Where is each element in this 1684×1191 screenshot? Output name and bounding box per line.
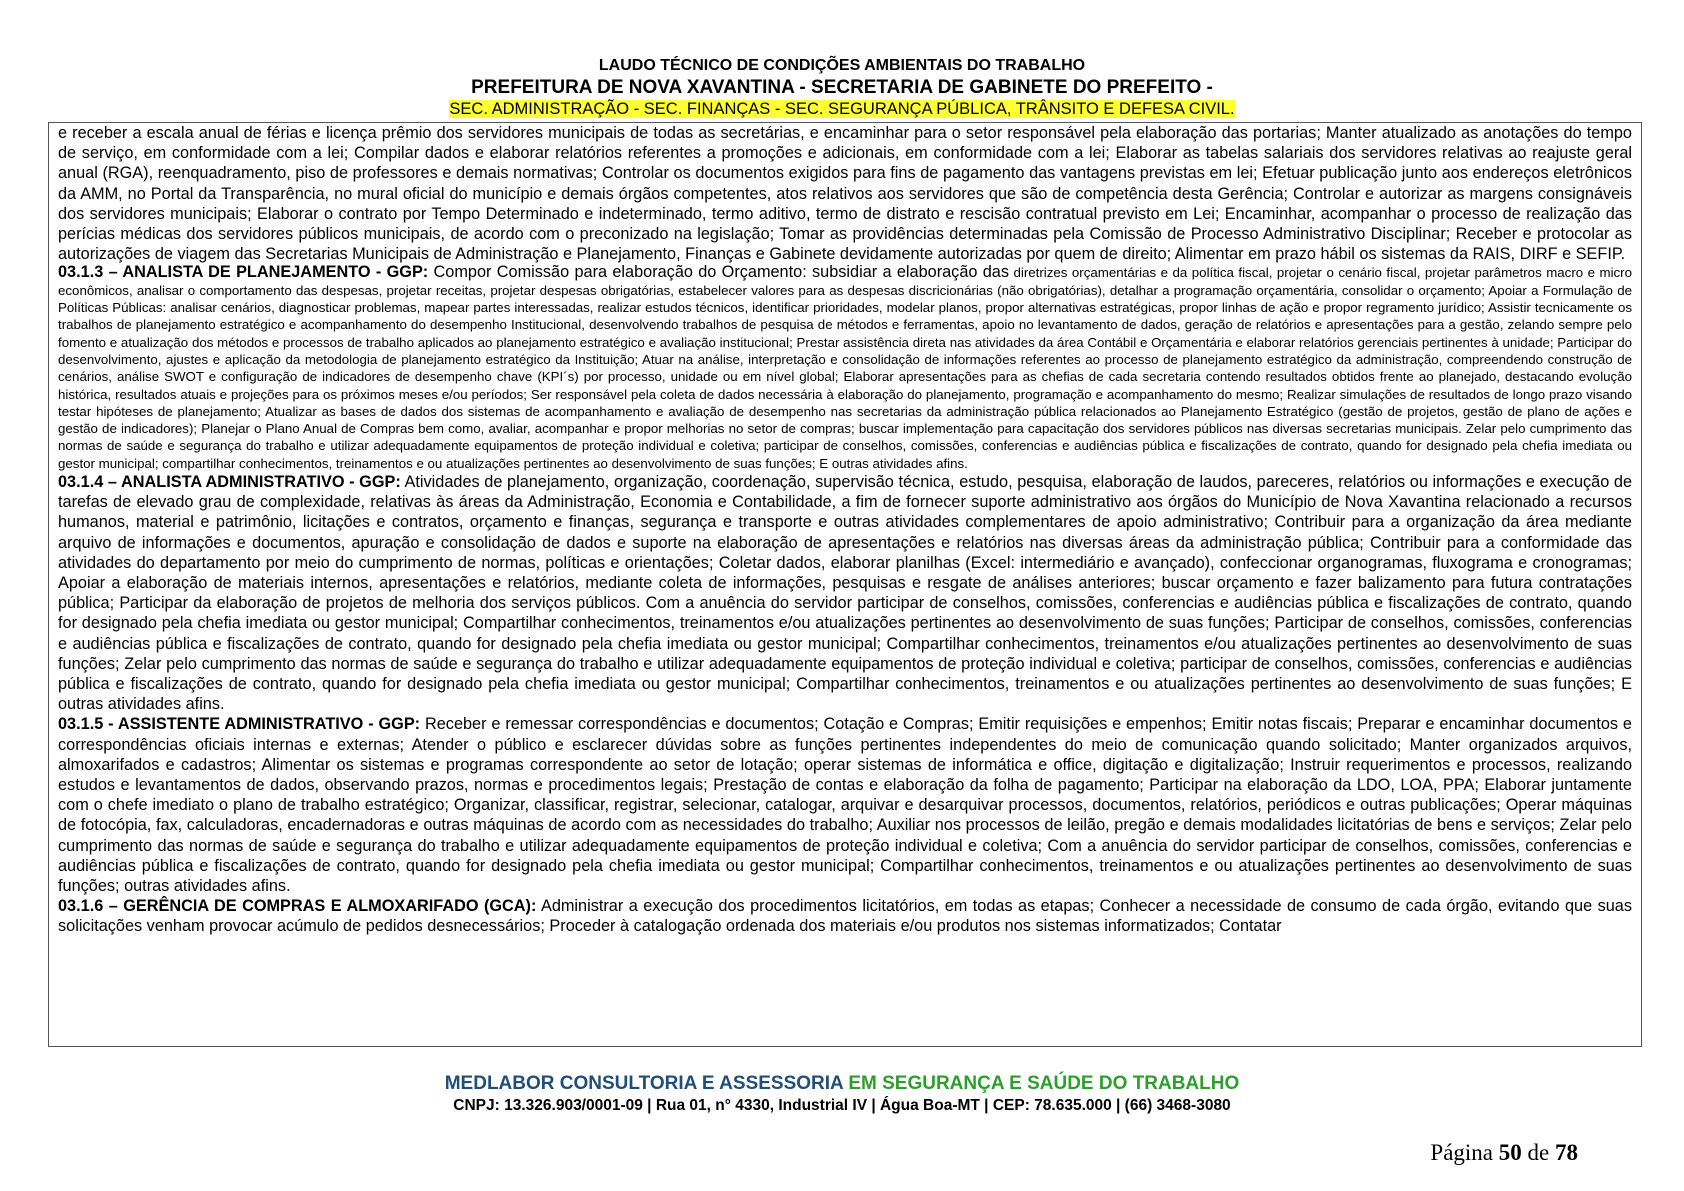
company-address: CNPJ: 13.326.903/0001-09 | Rua 01, n° 4330, Industrial IV | Água Boa-MT | CEP: 78.635.000 | (66) 3468-3080 — [453, 1097, 1231, 1114]
company-name — [0, 1072, 1684, 1096]
page-number — [1430, 1140, 1578, 1166]
section-03-1-6 — [58, 896, 1632, 936]
organization-title: PREFEITURA DE NOVA XAVANTINA - SECRETARIA DE GABINETE DO PREFEITO - — [471, 77, 1213, 98]
section-title: 03.1.5 - ASSISTENTE ADMINISTRATIVO - GGP: — [58, 715, 421, 734]
section-03-1-4 — [58, 472, 1632, 714]
section-title: 03.1.3 – ANALISTA DE PLANEJAMENTO - GGP: — [58, 263, 429, 282]
section-text-small: diretrizes orçamentárias e da política fiscal, projetar o cenário fiscal, projetar parâmetros macro e micro econômicos, analisar o comportamento das despesas, projetar receitas, projetar despesas obrigatórias, estabelecer valores para as despesas discricionárias (não obrigatórias), detalhar a programação orçamentária, consolidar o orçamento; Apoiar a Formulação de Políticas Públicas: analisar cenários, diagnosticar problemas, mapear partes interessadas, realizar estudos técnicos, identificar prioridades, modelar planos, propor alternativas estratégicas, propor linhas de ação e propor regramento jurídico; Assistir tecnicamente os trabalhos de planejamento estratégico e acompanhamento do desempenho Institucional, desenvolvendo trabalhos de pesquisa de métodos e ferramentas, apoio no levantamento de dados, geração de relatórios e apresentações para a gestão, zelando sempre pelo fomento e atualização dos métodos e processos de trabalho aplicados ao planejamento estratégico e avaliação institucional; Prestar assistência direta nas atividades da área Contábil e Orçamentária e elaborar relatórios gerenciais pertinentes à unidade; Participar do desenvolvimento, ajustes e aplicação da metodologia de planejamento estratégico da Instituição; Atuar na análise, interpretação e consolidação de informações referentes ao processo de planejamento estratégico da administração, compreendendo construção de cenários, análise SWOT e configuração de indicadores de desempenho chave (KPI´s) por processo, unidade ou em nível global; Elaborar apresentações para as chefias de cada secretaria contendo resultados obtidos frente ao planejado, destacando evolução histórica, resultados atuais e projeções para os próximos meses e/ou períodos; Ser responsável pela coleta de dados necessária à elaboração do planejamento, programação e acompanhamento do mesmo; Realizar simulações de resultados de longo prazo visando testar hipóteses de planejamento; Atualizar as bases de dados dos sistemas de acompanhamento e avaliação de desempenho nas secretarias da administração pública relacionados ao Planejamento Estratégico (gestão de projetos, gestão de plano de ações e gestão de indicadores); Planejar o Plano Anual de Compras bem como, avaliar, acompanhar e propor melhorias no setor de compras; buscar implementação para capacitação dos servidores públicos nas diversas secretarias municipais. Zelar pelo cumprimento das normas de saúde e segurança do trabalho e utilizar adequadamente equipamentos de proteção individual e coletiva; participar de conselhos, comissões, conferencias e audiências pública e fiscalizações de contrato, quando for designado pela chefia imediata ou gestor municipal; compartilhar conhecimentos, treinamentos e ou atualizações pertinentes ao desenvolvimento de suas funções; E outras atividades afins. — [58, 265, 1633, 471]
report-title: LAUDO TÉCNICO DE CONDIÇÕES AMBIENTAIS DO TRABALHO — [598, 57, 1086, 74]
document-footer — [0, 1072, 1684, 1116]
document-header — [0, 55, 1684, 119]
current-page: 50 — [1498, 1140, 1522, 1165]
total-pages: 78 — [1555, 1140, 1578, 1165]
section-text-large: Compor Comissão para elaboração do Orçamento: subsidiar a elaboração das — [428, 263, 1009, 282]
section-title: 03.1.4 – ANALISTA ADMINISTRATIVO - GGP: — [58, 472, 401, 491]
page-word: Página — [1430, 1140, 1494, 1165]
section-text: Receber e remessar correspondências e documentos; Cotação e Compras; Emitir requisições e empenhos; Emitir notas fiscais; Preparar e encaminhar documentos e correspondências oficiais internas e externas; Atender o público e esclarecer dúvidas sobre as funções pertinentes independentes do meio de comunicação quando solicitado; Manter organizados arquivos, almoxarifados e cadastros; Alimentar os sistemas e programas correspondente ao setor de lotação; operar sistemas de informática e office, digitação e digitalização; Instruir requerimentos e processos, realizando estudos e levantamentos de dados, observando prazos, normas e procedimentos legais; Prestação de contas e elaboração da folha de pagamento; Participar na elaboração da LDO, LOA, PPA; Elaborar juntamente com o chefe imediato o plano de trabalho estratégico; Organizar, classificar, registrar, selecionar, catalogar, arquivar e desarquivar processos, documentos, relatórios, periódicos e outras publicações; Operar máquinas de fotocópia, fax, calculadoras, encadernadoras e outras máquinas de acordo com as necessidades do trabalho; Auxiliar nos processos de leilão, pregão e demais modalidades licitatórias de bens e serviços; Zelar pelo cumprimento das normas de saúde e segurança do trabalho e utilizar adequadamente equipamentos de proteção individual e coletiva; Com a anuência do servidor participar de conselhos, comissões, conferencias e audiências pública e fiscalizações de contrato, quando for designado pela chefia imediata ou gestor municipal; Compartilhar conhecimentos, treinamentos e ou atualizações pertinentes ao desenvolvimento de suas funções; outras atividades afins. — [58, 715, 1632, 896]
highlighted-secretariats: SEC. ADMINISTRAÇÃO - SEC. FINANÇAS - SEC. SEGURANÇA PÚBLICA, TRÂNSITO E DEFESA CIVIL. — [449, 100, 1235, 118]
content-box — [48, 122, 1642, 1047]
section-title: 03.1.6 – GERÊNCIA DE COMPRAS E ALMOXARIFADO (GCA): — [58, 897, 537, 916]
company-name-blue: MEDLABOR CONSULTORIA E ASSESSORIA — [444, 1073, 844, 1094]
section-03-1-5 — [58, 714, 1632, 896]
company-name-green: EM SEGURANÇA E SAÚDE DO TRABALHO — [843, 1073, 1240, 1094]
section-text: Atividades de planejamento, organização, coordenação, supervisão técnica, estudo, pesquisa, elaboração de laudos, pareceres, relatórios ou informações e execução de tarefas de elevado grau de complexidade, relativas às áreas da Administração, Economia e Contabilidade, a fim de fornecer suporte administrativo aos órgãos do Município de Nova Xavantina relacionado a recursos humanos, material e patrimônio, licitações e contratos, orçamento e finanças, segurança e transporte e outras atividades complementares de apoio administrativo; Contribuir para a organização da área mediante arquivo de informações e documentos, apuração e consolidação de dados e suporte na elaboração de apresentações e relatórios nas diversas áreas da administração pública; Contribuir para a conformidade das atividades do departamento por meio do cumprimento de normas, políticas e orientações; Coletar dados, elaborar planilhas (Excel: intermediário e avançado), confeccionar organogramas, fluxograma e cronogramas; Apoiar a elaboração de materiais internos, apresentações e relatórios, mediante coleta de informações, pesquisas e resgate de análises anteriores; buscar orçamento e fazer balizamento para futura contratações pública; Participar da elaboração de projetos de melhoria dos serviços públicos. Com a anuência do servidor participar de conselhos, comissões, conferencias e audiências pública e fiscalizações de contrato, quando for designado pela chefia imediata ou gestor municipal; Compartilhar conhecimentos, treinamentos e/ou atualizações pertinentes ao desenvolvimento de suas funções; Participar de conselhos, comissões, conferencias e audiências pública e fiscalizações de contrato, quando for designado pela chefia imediata ou gestor municipal; Compartilhar conhecimentos, treinamentos e/ou atualizações pertinentes ao desenvolvimento de suas funções; Zelar pelo cumprimento das normas de saúde e segurança do trabalho e utilizar adequadamente equipamentos de proteção individual e coletiva; participar de conselhos, comissões, conferencias e audiências pública e fiscalizações de contrato, quando for designado pela chefia imediata ou gestor municipal; Compartilhar conhecimentos, treinamentos e ou atualizações pertinentes ao desenvolvimento de suas funções; E outras atividades afins. — [58, 472, 1632, 714]
section-03-1-3 — [58, 264, 1632, 472]
section-text: Administrar a execução dos procedimentos licitatórios, em todas as etapas; Conhecer a necessidade de consumo de cada órgão, evitando que suas solicitações venham provocar acúmulo de pedidos desnecessários; Proceder à catalogação ordenada dos materiais e/ou produtos nos sistemas informatizados; Contatar — [58, 897, 1632, 936]
secretariats-subtitle — [0, 99, 1684, 119]
of-word: de — [1527, 1140, 1550, 1165]
intro-paragraph: e receber a escala anual de férias e licença prêmio dos servidores municipais de todas as secretárias, e encaminhar para o setor responsável pela elaboração das portarias; Manter atualizado as anotações do tempo de serviço, em conformidade com a lei; Compilar dados e elaborar relatórios referentes a promoções e adicionais, em conformidade com a lei; Elaborar as tabelas salariais dos servidores relativas ao reajuste geral anual (RGA), reenquadramento, piso de professores e demais normativas; Controlar os documentos exigidos para fins de pagamento das vantagens previstas em lei; Efetuar publicação junto aos endereços eletrônicos da AMM, no Portal da Transparência, no mural oficial do município e demais órgãos competentes, atos relativos aos servidores que são de competência desta Gerência; Controlar e autorizar as margens consignáveis dos servidores municipais; Elaborar o contrato por Tempo Determinado e indeterminado, termo aditivo, termo de distrato e rescisão contratual previsto em Lei; Encaminhar, acompanhar o processo de realização das perícias médicas dos servidores públicos municipais, de acordo com o preconizado na legislação; Tomar as providências determinadas pela Comissão de Processo Administrativo Disciplinar; Receber e protocolar as autorizações de viagem das Secretarias Municipais de Administração e Planejamento, Finanças e Gabinete devidamente autorizadas por quem de direito; Alimentar em prazo hábil os sistemas da RAIS, DIRF e SEFIP. — [58, 124, 1632, 264]
